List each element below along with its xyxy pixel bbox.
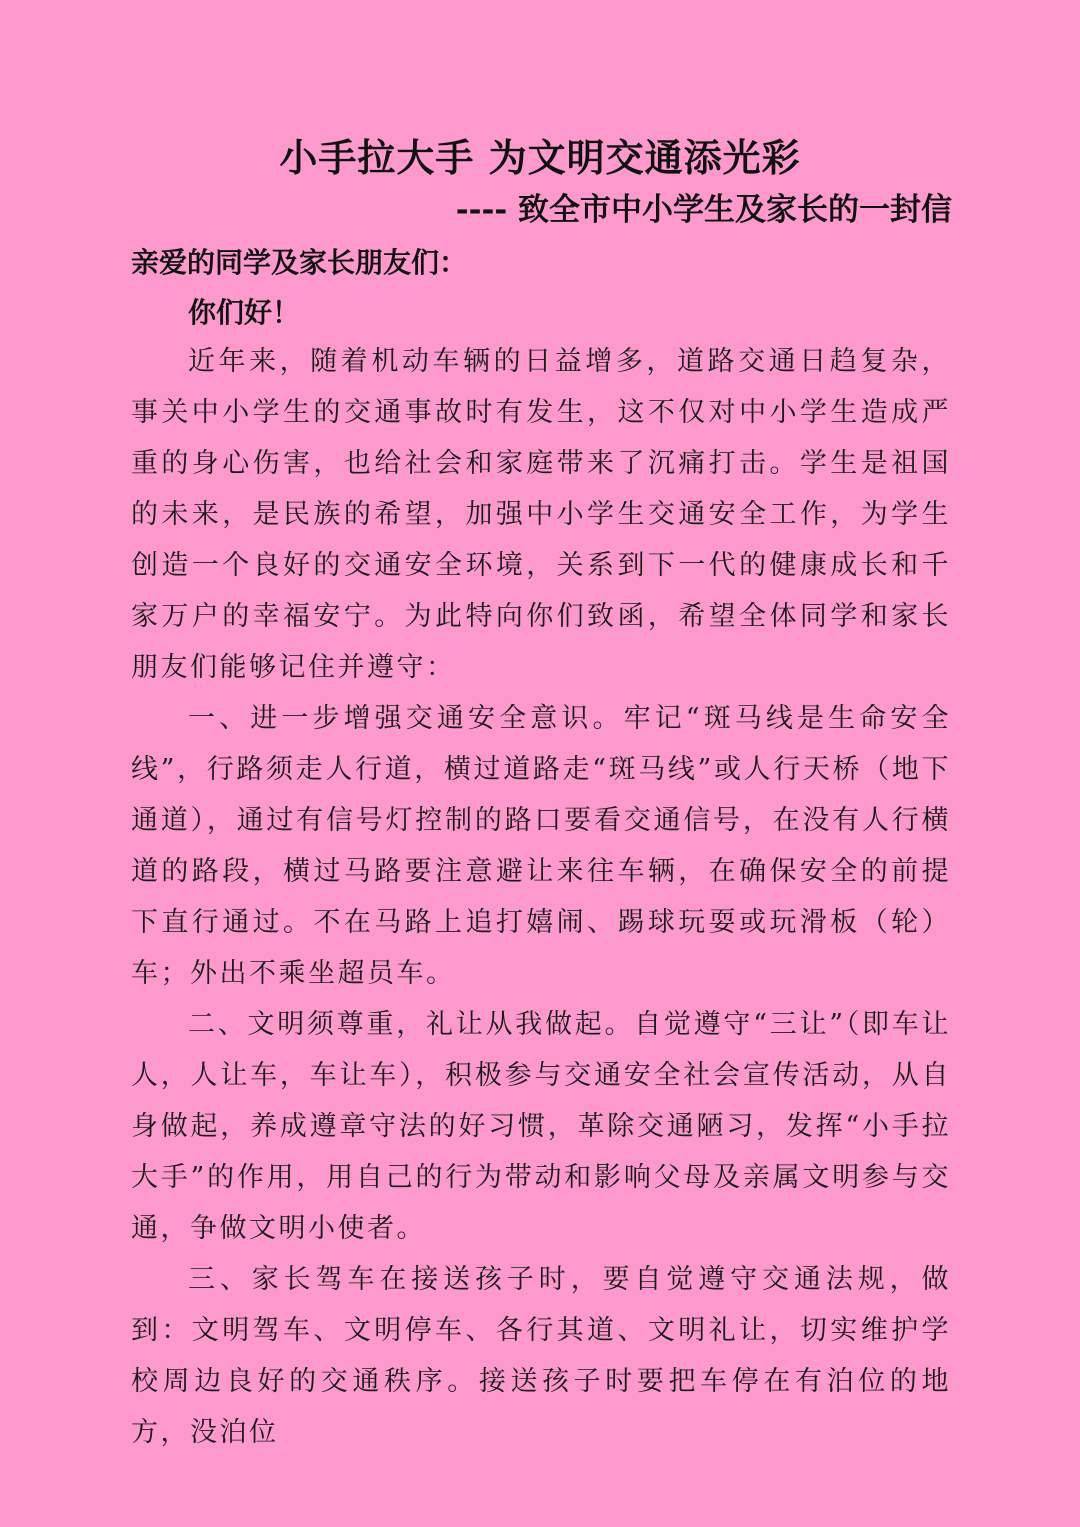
letter-body xyxy=(131,336,951,1458)
paragraph-point-3: 三、家长驾车在接送孩子时，要自觉遵守交通法规，做到：文明驾车、文明停车、各行其道、文明礼让，切实维护学校周边良好的交通秩序。接送孩子时要把车停在有泊位的地方，没泊位 xyxy=(131,1264,951,1448)
paragraph-intro: 近年来，随着机动车辆的日益增多，道路交通日趋复杂，事关中小学生的交通事故时有发生，这不仅对中小学生造成严重的身心伤害，也给社会和家庭带来了沉痛打击。学生是祖国的未来，是民族的希望，加强中小学生交通安全工作，为学生创造一个良好的交通安全环境，关系到下一代的健康成长和千家万户的幸福安宁。为此特向你们致函，希望全体同学和家长朋友们能够记住并遵守： xyxy=(131,346,951,683)
salutation: 亲爱的同学及家长朋友们： xyxy=(131,246,468,279)
paragraph-point-2: 二、文明须尊重，礼让从我做起。自觉遵守“三让”（即车让人，人让车，车让车），积极参与交通安全社会宣传活动，从自身做起，养成遵章守法的好习惯，革除交通陋习，发挥“小手拉大手”的作用，用自己的行为带动和影响父母及亲属文明参与交通，争做文明小使者。 xyxy=(131,1009,951,1244)
letter-title: 小手拉大手 为文明交通添光彩 xyxy=(279,135,801,180)
greeting: 你们好！ xyxy=(188,296,301,329)
paragraph-point-1: 一、进一步增强交通安全意识。牢记“斑马线是生命安全线”，行路须走人行道，横过道路走“斑马线”或人行天桥（地下通道），通过有信号灯控制的路口要看交通信号，在没有人行横道的路段，横过马路要注意避让来往车辆，在确保安全的前提下直行通过。不在马路上追打嬉闹、踢球玩耍或玩滑板（轮）车；外出不乘坐超员车。 xyxy=(131,703,951,989)
letter-subtitle: ---- 致全市中小学生及家长的一封信 xyxy=(455,192,952,228)
